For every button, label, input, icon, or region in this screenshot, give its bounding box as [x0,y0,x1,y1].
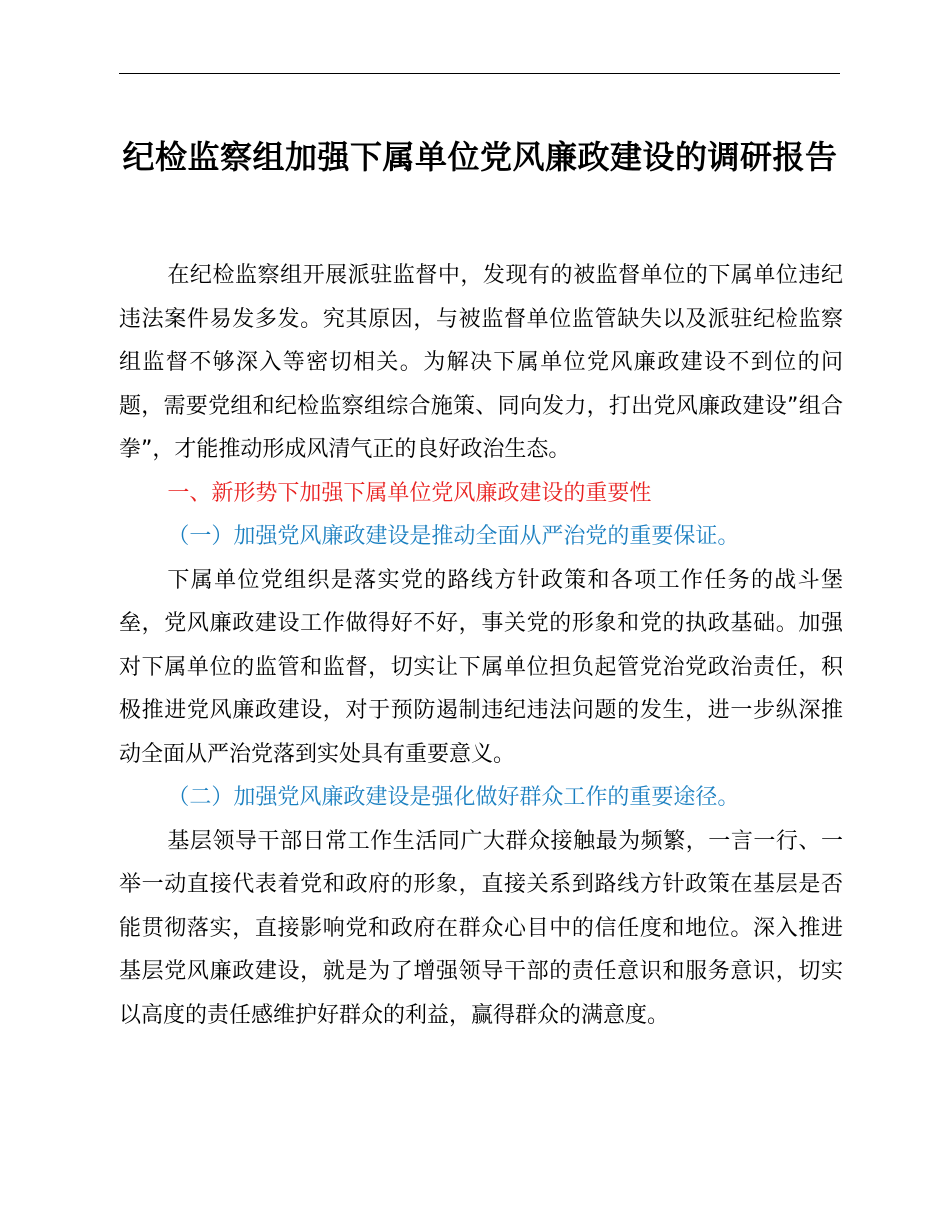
document-body [119,254,843,1037]
subsection-heading-1: （一）加强党风廉政建设是推动全面从严治党的重要保证。 [167,524,740,549]
section-heading-1: 一、新形势下加强下属单位党风廉政建设的重要性 [167,480,652,506]
subsection-body-1: 下属单位党组织是落实党的路线方针政策和各项工作任务的战斗堡垒，党风廉政建设工作做得好不好，事关党的形象和党的执政基础。加强对下属单位的监管和监督，切实让下属单位担负起管党治党政治责任，积极推进党风廉政建设，对于预防遏制违纪违法问题的发生，进一步纵深推动全面从严治党落到实处具有重要意义。 [119,567,843,767]
document-title: 纪检监察组加强下属单位党风廉政建设的调研报告 [122,138,838,176]
subsection-heading-2: （二）加强党风廉政建设是强化做好群众工作的重要途径。 [167,785,740,810]
intro-paragraph: 在纪检监察组开展派驻监督中，发现有的被监督单位的下属单位违纪违法案件易发多发。究其原因，与被监督单位监管缺失以及派驻纪检监察组监督不够深入等密切相关。为解决下属单位党风廉政建设不到位的问题，需要党组和纪检监察组综合施策、同向发力，打出党风廉政建设”组合拳”，才能推动形成风清气正的良好政治生态。 [119,263,843,462]
header-rule [119,73,840,74]
subsection-body-2: 基层领导干部日常工作生活同广大群众接触最为频繁，一言一行、一举一动直接代表着党和政府的形象，直接关系到路线方针政策在基层是否能贯彻落实，直接影响党和政府在群众心目中的信任度和地位。深入推进基层党风廉政建设，就是为了增强领导干部的责任意识和服务意识，切实以高度的责任感维护好群众的利益，赢得群众的满意度。 [119,828,843,1028]
